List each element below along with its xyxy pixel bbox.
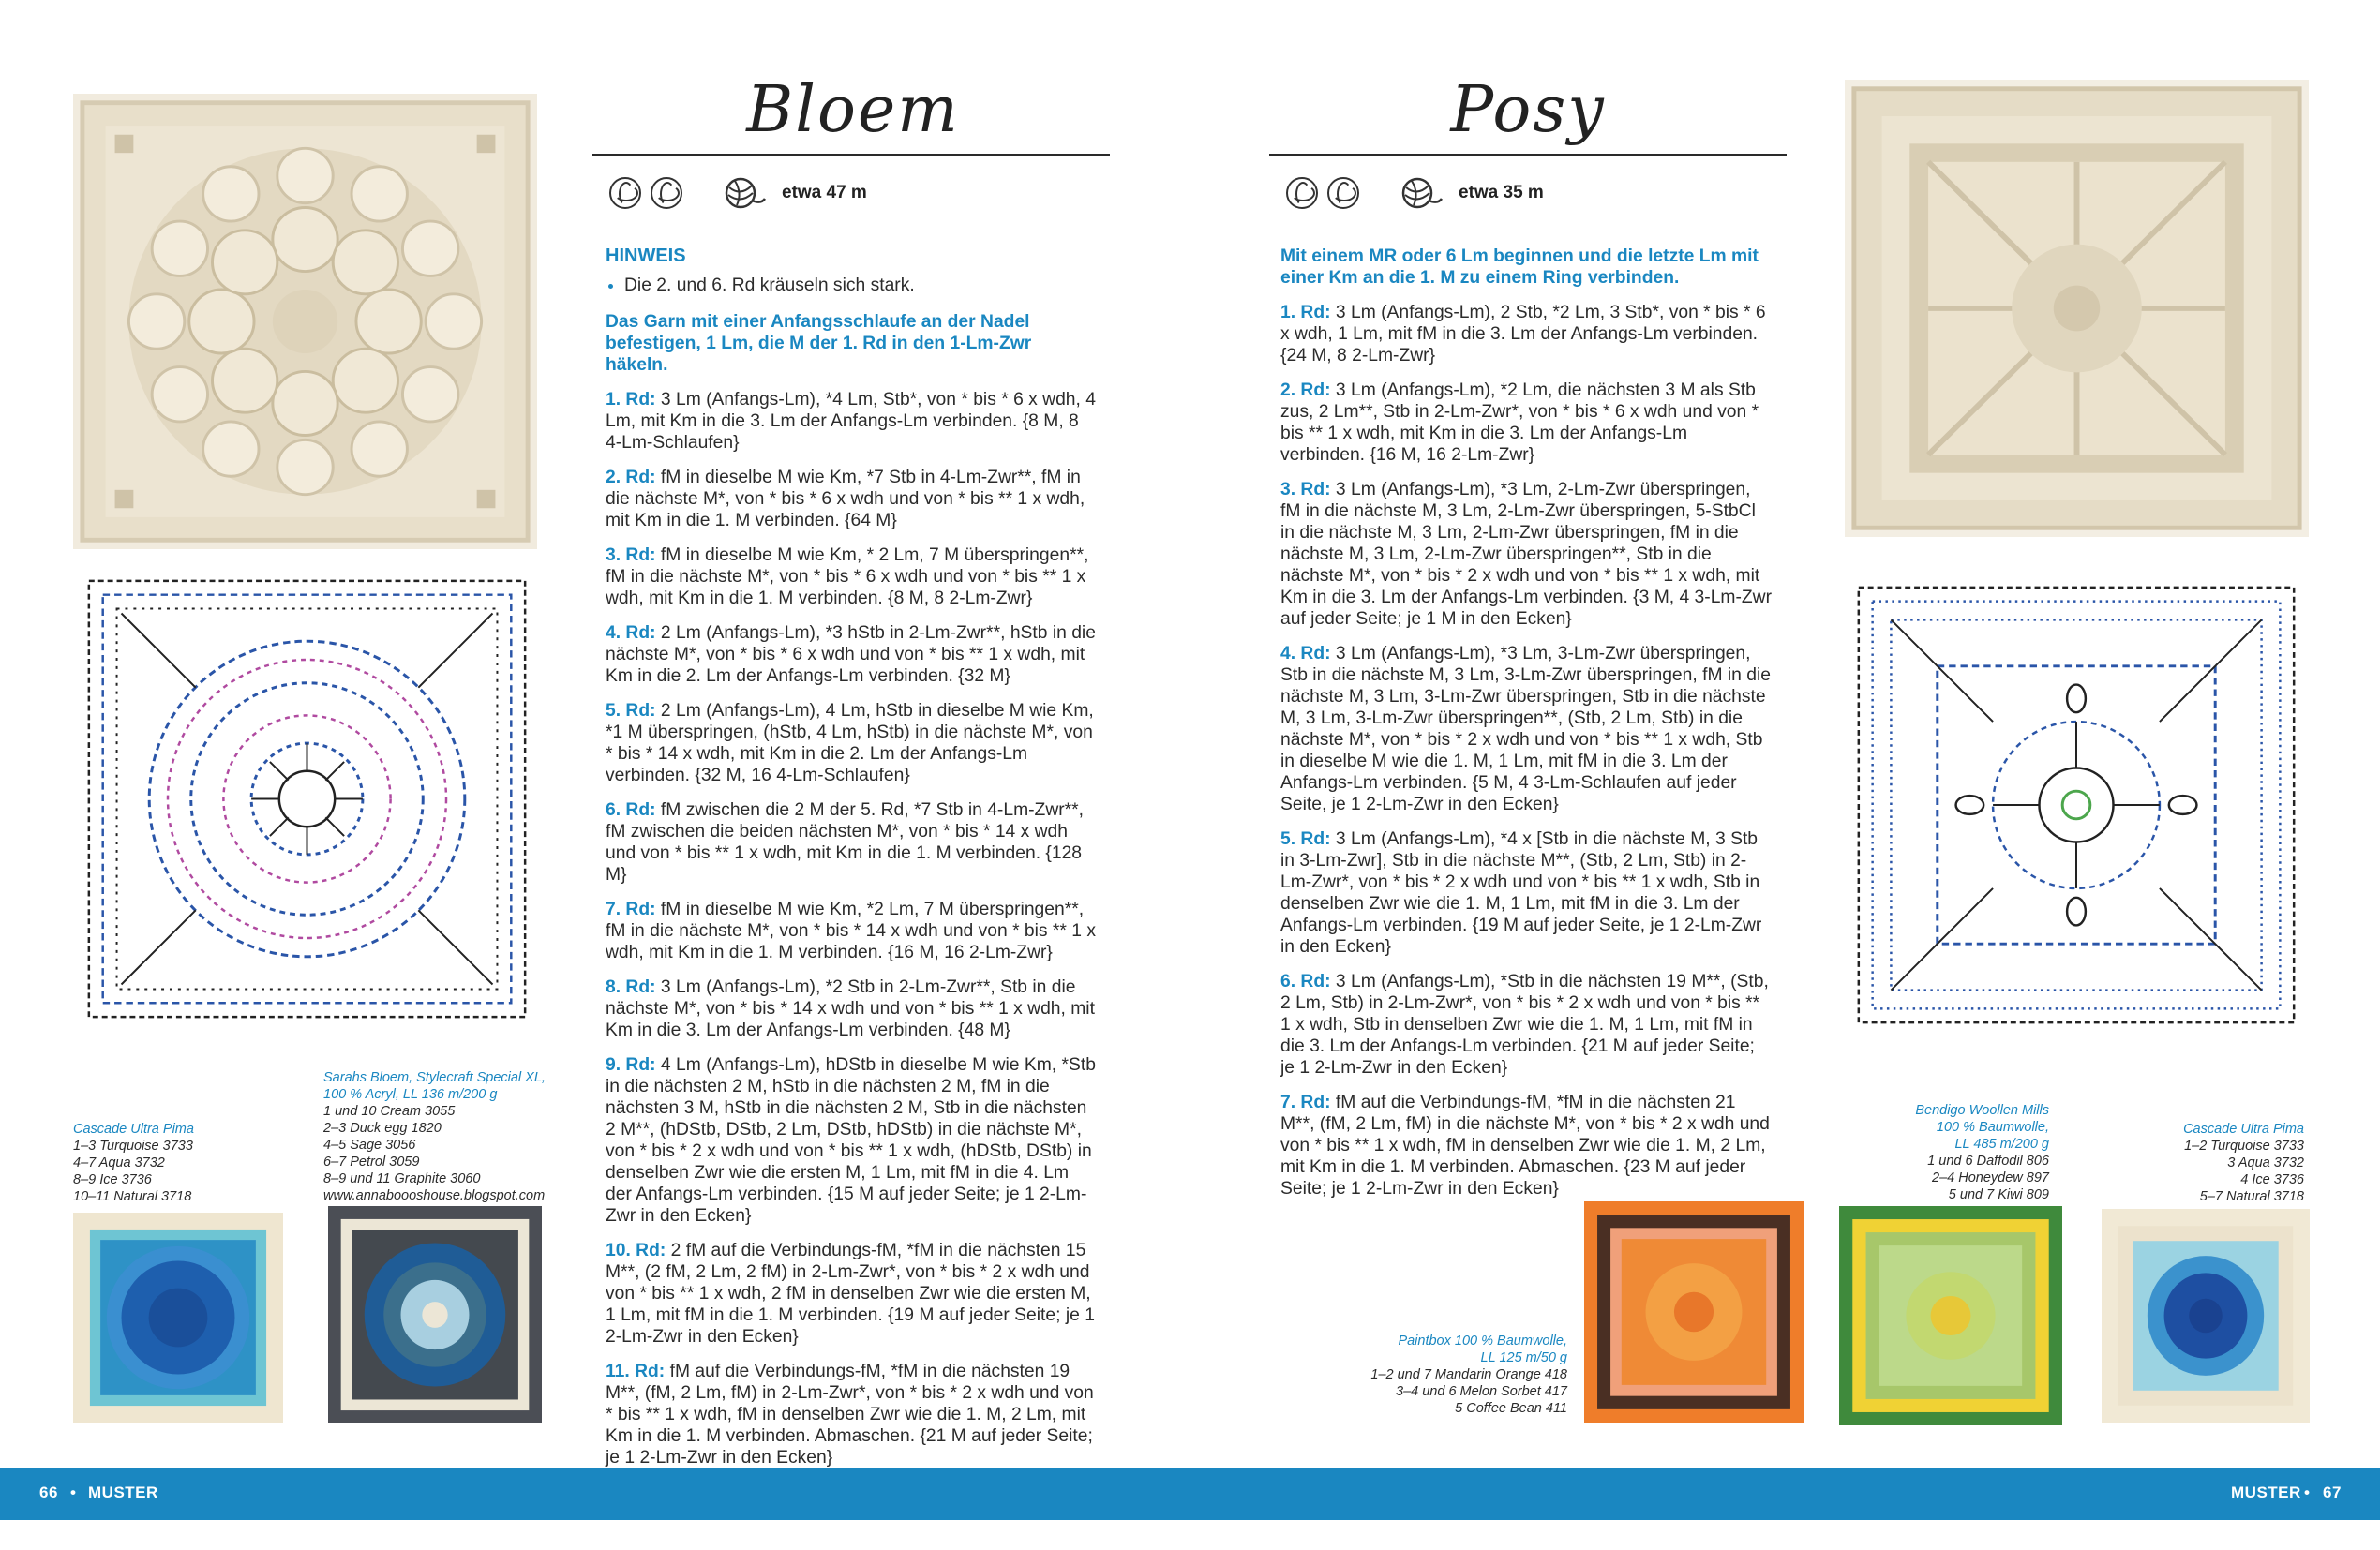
footer-right-label: MUSTER	[2231, 1483, 2301, 1501]
caption-line: 4 Ice 3736	[2240, 1172, 2304, 1187]
caption-lines	[2092, 1138, 2304, 1205]
round-label: 1. Rd:	[606, 390, 656, 410]
caption-lines	[323, 1103, 586, 1204]
round-text: fM in dieselbe M wie Km, *7 Stb in 4-Lm-Zwr**, fM in die nächste M*, von * bis * 6 x wdh und von * bis ** 1 x wdh, mit Km in die 1. M verbinden. {64 M}	[606, 468, 1085, 530]
caption-line: 2–3 Duck egg 1820	[323, 1121, 442, 1136]
sample-photo-turquoise-bloem	[73, 1213, 283, 1423]
round-label: 8. Rd:	[606, 977, 656, 997]
caption-line: 8–9 Ice 3736	[73, 1172, 152, 1187]
caption-line: 4–7 Aqua 3732	[73, 1155, 165, 1170]
posy-yarn-amount: etwa 35 m	[1459, 183, 1544, 202]
caption-line: 5–7 Natural 3718	[2199, 1189, 2304, 1204]
round-label: 6. Rd:	[1280, 972, 1331, 991]
posy-title-rule	[1269, 154, 1787, 156]
bloem-round-10	[606, 1240, 1099, 1348]
bloem-title: Bloem	[746, 73, 960, 147]
bloem-round-6	[606, 799, 1099, 886]
bloem-round-4	[606, 622, 1099, 687]
footer-left-page-number: 66	[39, 1483, 58, 1501]
bloem-intro: Das Garn mit einer Anfangsschlaufe an der Nadel befestigen, 1 Lm, die M der 1. Rd in den 1-Lm-Zwr häkeln.	[606, 312, 1032, 375]
round-label: 3. Rd:	[1280, 480, 1331, 499]
bloem-round-7	[606, 899, 1099, 963]
caption-brand: Cascade Ultra Pima	[2183, 1122, 2304, 1137]
posy-chart-diagram	[1845, 574, 2308, 1036]
round-label: 7. Rd:	[606, 900, 656, 919]
bloem-instructions	[606, 246, 1099, 1482]
caption-line: 5 Coffee Bean 411	[1455, 1401, 1567, 1416]
caption-line: 10–11 Natural 3718	[73, 1189, 192, 1204]
round-text: 3 Lm (Anfangs-Lm), *3 Lm, 3-Lm-Zwr überspringen, Stb in die nächste M, 3 Lm, 3-Lm-Zwr überspringen, fM in die nächste M, 3 Lm, 3-Lm-Zwr überspringen, Stb in die nächste M, 3 Lm, 3-Lm-Zwr überspringen**, (Stb, 2 Lm, Stb) in die nächste M*, von * bis * 2 x wdh und von * bis ** 1 x wdh, Stb in dieselbe M wie die 1. M, 1 Lm, mit fM in die 3. Lm der Anfangs-Lm verbinden. {5 M, 4 3-Lm-Schlaufen auf jeder Seite, je 1 2-Lm-Zwr in den Ecken}	[1280, 644, 1771, 814]
caption-line: 2–4 Honeydew 897	[1932, 1170, 2049, 1185]
bloem-round-2	[606, 467, 1099, 531]
posy-title: Posy	[1450, 73, 1606, 147]
posy-intro: Mit einem MR oder 6 Lm beginnen und die letzte Lm mit einer Km an die 1. M zu einem Ring verbinden.	[1280, 246, 1759, 288]
round-label: 10. Rd:	[606, 1241, 666, 1260]
round-text: 3 Lm (Anfangs-Lm), *Stb in die nächsten 19 M**, (Stb, 2 Lm, Stb) in 2-Lm-Zwr*, von * bis * 2 x wdh und von * bis ** 1 x wdh, Stb in denselben Zwr wie die 1. M, 1 Lm, mit fM in die 3. Lm der Anfangs-Lm verbinden. {21 M auf jeder Seite; je 1 2-Lm-Zwr in den Ecken}	[1280, 972, 1769, 1078]
round-text: fM in dieselbe M wie Km, * 2 Lm, 7 M überspringen**, fM in die nächste M*, von * bis * 6 x wdh und von * bis ** 1 x wdh, mit Km in die 1. M verbinden. {8 M, 8 2-Lm-Zwr}	[606, 545, 1089, 608]
skill-ball-icon	[1286, 177, 1318, 209]
caption-line: 1–3 Turquoise 3733	[73, 1139, 193, 1154]
round-label: 2. Rd:	[1280, 380, 1331, 400]
yarn-skein-icon	[1400, 176, 1444, 210]
caption-bendigo	[1809, 1102, 2049, 1203]
round-label: 5. Rd:	[606, 701, 656, 721]
round-text: fM in dieselbe M wie Km, *2 Lm, 7 M überspringen**, fM in die nächste M*, von * bis * 14 x wdh und von * bis ** 1 x wdh, mit Km in die 1. M verbinden. {16 M, 16 2-Lm-Zwr}	[606, 900, 1097, 962]
caption-line: LL 485 m/200 g	[1954, 1137, 2049, 1152]
caption-line: 1–2 Turquoise 3733	[2184, 1139, 2304, 1154]
caption-line: 8–9 und 11 Graphite 3060	[323, 1171, 481, 1186]
hinweis-item: • Die 2. und 6. Rd kräuseln sich stark.	[624, 275, 1099, 296]
caption-line: 1 und 10 Cream 3055	[323, 1104, 456, 1119]
sample-photo-yellow-green-posy	[1839, 1206, 2062, 1425]
bloem-round-5	[606, 700, 1099, 786]
round-text: 3 Lm (Anfangs-Lm), *2 Lm, die nächsten 3 M als Stb zus, 2 Lm**, Stb in 2-Lm-Zwr*, von * bis * 6 x wdh und von * bis ** 1 x wdh, mit Km in die 3. Lm der Anfangs-Lm verbinden. {16 M, 16 2-Lm-Zwr}	[1280, 380, 1759, 465]
hinweis-list	[606, 275, 1099, 296]
round-text: 3 Lm (Anfangs-Lm), *3 Lm, 2-Lm-Zwr überspringen, fM in die nächste M, 3 Lm, 2-Lm-Zwr überspringen, 5-StbCl in die nächste M, 3 Lm, 2-Lm-Zwr überspringen, fM in die nächste M, 3 Lm, 2-Lm-Zwr überspringen**, Stb in die nächste M*, von * bis * 2 x wdh und von * bis ** 1 x wdh, mit Km in die 3. Lm der Anfangs-Lm verbinden. {3 M, 4 3-Lm-Zwr auf jeder Seite; je 1 M in den Ecken}	[1280, 480, 1773, 629]
round-text: fM auf die Verbindungs-fM, *fM in die nächsten 21 M**, (fM, 2 Lm, fM) in die nächste M*, von * bis * 2 x wdh und von * bis ** 1 x wdh, fM in denselben Zwr wie die 1. M, 2 Lm, mit Km in die 1. M verbinden. Abmaschen. {23 M auf jeder Seite; je 1 2-Lm-Zwr in den Ecken}	[1280, 1093, 1770, 1199]
caption-line: 5 und 7 Kiwi 809	[1948, 1187, 2049, 1202]
posy-round-3	[1280, 479, 1774, 630]
bloem-rounds	[606, 389, 1099, 1468]
footer-left-label: MUSTER	[88, 1483, 158, 1501]
caption-line: LL 125 m/50 g	[1480, 1350, 1567, 1365]
caption-lines	[1350, 1366, 1567, 1417]
round-label: 7. Rd:	[1280, 1093, 1331, 1112]
caption-line: 1 und 6 Daffodil 806	[1927, 1154, 2049, 1169]
caption-brand	[1809, 1102, 2049, 1153]
caption-line: 100 % Baumwolle,	[1936, 1120, 2049, 1135]
caption-line: Sarahs Bloem, Stylecraft Special XL,	[323, 1070, 546, 1085]
caption-line: 3 Aqua 3732	[2227, 1155, 2304, 1170]
round-label: 4. Rd:	[1280, 644, 1331, 663]
round-text: 2 fM auf die Verbindungs-fM, *fM in die nächsten 15 M**, (2 fM, 2 Lm, 2 fM) in 2-Lm-Zwr*, von * bis * 2 x wdh und von * bis ** 1 x wdh, 2 fM in denselben Zwr wie die ersten M, 1 Lm, mit fM in die 1. M verbinden. {19 M auf jeder Seite; je 1 2-Lm-Zwr in den Ecken}	[606, 1241, 1095, 1347]
caption-brand: Cascade Ultra Pima	[73, 1122, 194, 1137]
posy-round-2	[1280, 380, 1774, 466]
caption-line: 100 % Acryl, LL 136 m/200 g	[323, 1087, 498, 1102]
round-text: 3 Lm (Anfangs-Lm), *4 Lm, Stb*, von * bis * 6 x wdh, 4 Lm, mit Km in die 3. Lm der Anfangs-Lm verbinden. {8 M, 8 4-Lm-Schlaufen}	[606, 390, 1096, 453]
caption-line: 3–4 und 6 Melon Sorbet 417	[1396, 1384, 1567, 1399]
posy-round-5	[1280, 828, 1774, 958]
caption-sarahs-bloem	[323, 1069, 586, 1204]
caption-line: Bendigo Woollen Mills	[1915, 1103, 2049, 1118]
bloem-round-9	[606, 1054, 1099, 1227]
bloem-meta	[609, 176, 867, 210]
caption-cascade-left	[73, 1121, 307, 1205]
skill-ball-icon	[1327, 177, 1359, 209]
caption-lines	[73, 1138, 307, 1205]
round-text: 3 Lm (Anfangs-Lm), *2 Stb in 2-Lm-Zwr**, Stb in die nächste M*, von * bis * 14 x wdh und von * bis ** 1 x wdh, mit Km in die 3. Lm der Anfangs-Lm verbinden. {48 M}	[606, 977, 1095, 1040]
round-text: fM zwischen die 2 M der 5. Rd, *7 Stb in 4-Lm-Zwr**, fM zwischen die beiden nächsten M*, von * bis * 14 x wdh und von * bis ** 1 x wdh, mit Km in die 1. M verbinden. {128 M}	[606, 800, 1085, 885]
round-label: 1. Rd:	[1280, 303, 1331, 322]
bloem-title-rule	[592, 154, 1110, 156]
caption-line: 4–5 Sage 3056	[323, 1138, 416, 1153]
caption-cascade-right	[2092, 1121, 2304, 1205]
hinweis-header: HINWEIS	[606, 246, 686, 266]
round-text: fM auf die Verbindungs-fM, *fM in die nächsten 19 M**, (fM, 2 Lm, fM) in 2-Lm-Zwr*, von * bis * 2 x wdh und von * bis ** 1 x wdh, fM in denselben Zwr wie die 1. M, 2 Lm, mit Km in die 1. M verbinden. Abmaschen. {21 M auf jeder Seite; je 1 2-Lm-Zwr in den Ecken}	[606, 1362, 1094, 1468]
round-text: 3 Lm (Anfangs-Lm), 2 Stb, *2 Lm, 3 Stb*, von * bis * 6 x wdh, 1 Lm, mit fM in die 3. Lm der Anfangs-Lm verbinden. {24 M, 8 2-Lm-Zwr}	[1280, 303, 1766, 365]
caption-lines	[1809, 1153, 2049, 1203]
skill-ball-icon	[651, 177, 682, 209]
posy-round-4	[1280, 643, 1774, 815]
round-text: 4 Lm (Anfangs-Lm), hDStb in dieselbe M wie Km, *Stb in die nächsten 2 M, hStb in die nächsten 2 M, fM in die nächsten 3 M, hStb in die nächsten 2 M, Stb in die nächsten 2 M**, (hDStb, DStb, 2 Lm, DStb, hDStb) in die nächste M*, von * bis * 2 x wdh und von * bis ** 1 x wdh, (hDStb, DStb) in denselben Zwr wie die ersten M, 1 Lm, mit fM in die 4. Lm der Anfangs-Lm verbinden. {15 M auf jeder Seite; je 1 2-Lm-Zwr in den Ecken}	[606, 1055, 1096, 1226]
round-text: 3 Lm (Anfangs-Lm), *4 x [Stb in die nächste M, 3 Stb in 3-Lm-Zwr], Stb in die nächste M**, (Stb, 2 Lm, Stb) in 2-Lm-Zwr*, von * bis * 2 x wdh und von * bis ** 1 x wdh, Stb in denselben Zwr wie die 1. M, 1 Lm, mit fM in die 3. Lm der Anfangs-Lm verbinden. {19 M auf jeder Seite, je 1 2-Lm-Zwr in den Ecken}	[1280, 829, 1762, 957]
bloem-round-3	[606, 544, 1099, 609]
page-footer	[0, 1468, 2380, 1520]
bloem-photo	[73, 94, 537, 549]
round-label: 5. Rd:	[1280, 829, 1331, 849]
round-label: 4. Rd:	[606, 623, 656, 643]
footer-right-dot: •	[2304, 1483, 2311, 1501]
caption-line: 1–2 und 7 Mandarin Orange 418	[1370, 1367, 1567, 1382]
posy-instructions	[1280, 246, 1774, 1213]
posy-round-7	[1280, 1092, 1774, 1200]
bloem-round-8	[606, 976, 1099, 1041]
posy-rounds	[1280, 302, 1774, 1200]
caption-brand	[323, 1069, 586, 1103]
caption-line: Paintbox 100 % Baumwolle,	[1398, 1334, 1567, 1349]
caption-line: 6–7 Petrol 3059	[323, 1155, 420, 1170]
round-text: 2 Lm (Anfangs-Lm), 4 Lm, hStb in dieselbe M wie Km, *1 M überspringen, (hStb, 4 Lm, hStb) in die nächste M*, von * bis * 14 x wdh, mit Km in die 2. Lm der Anfangs-Lm verbinden. {32 M, 16 4-Lm-Schlaufen}	[606, 701, 1094, 785]
posy-round-6	[1280, 971, 1774, 1079]
posy-photo	[1845, 80, 2309, 537]
round-label: 2. Rd:	[606, 468, 656, 487]
round-label: 9. Rd:	[606, 1055, 656, 1075]
round-label: 3. Rd:	[606, 545, 656, 565]
footer-right-page-number: 67	[2323, 1483, 2342, 1501]
round-label: 6. Rd:	[606, 800, 656, 820]
bloem-chart-diagram	[75, 567, 539, 1031]
bloem-round-11	[606, 1361, 1099, 1468]
posy-meta	[1286, 176, 1544, 210]
caption-brand	[1350, 1333, 1567, 1366]
bloem-round-1	[606, 389, 1099, 454]
sample-photo-blue-posy	[2102, 1209, 2310, 1423]
yarn-skein-icon	[724, 176, 767, 210]
bloem-yarn-amount: etwa 47 m	[782, 183, 867, 202]
sample-photo-orange-posy	[1584, 1201, 1804, 1423]
skill-ball-icon	[609, 177, 641, 209]
round-text: 2 Lm (Anfangs-Lm), *3 hStb in 2-Lm-Zwr**, hStb in die nächste M*, von * bis * 6 x wdh und von * bis ** 1 x wdh, mit Km in die 2. Lm der Anfangs-Lm verbinden. {32 M}	[606, 623, 1096, 686]
caption-paintbox	[1350, 1333, 1567, 1417]
sample-photo-sarahs-bloem	[328, 1206, 542, 1423]
round-label: 11. Rd:	[606, 1362, 666, 1381]
posy-round-1	[1280, 302, 1774, 366]
caption-line: www.annaboooshouse.blogspot.com	[323, 1188, 546, 1203]
footer-left-dot: •	[70, 1483, 77, 1501]
